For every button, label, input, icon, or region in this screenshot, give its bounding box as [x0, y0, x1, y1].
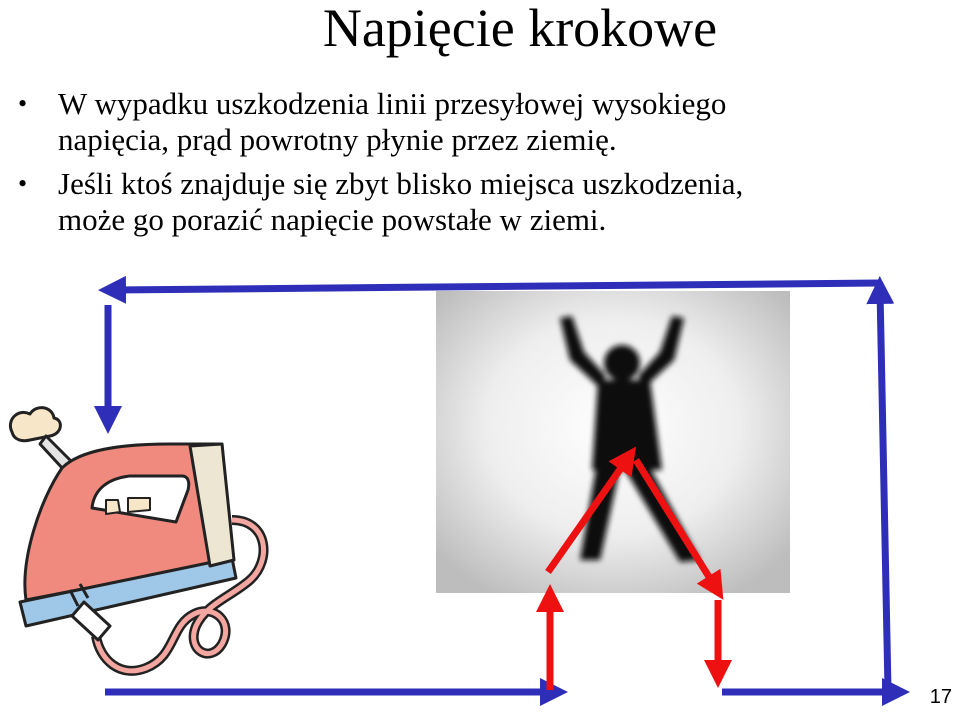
- slide-title: Napięcie krokowe: [322, 0, 718, 58]
- iron-icon: [10, 408, 263, 671]
- bullet-line: może go porazić napięcie powstałe w ziemi.: [58, 202, 607, 237]
- person-photo: [436, 291, 790, 593]
- page-number: 17: [929, 686, 952, 708]
- bullet-dot: •: [18, 169, 28, 198]
- bullet-line: W wypadku uszkodzenia linii przesyłowej wysokiego: [58, 86, 727, 121]
- top-arrow: [112, 283, 880, 290]
- bullet-line: Jeśli ktoś znajduje się zbyt blisko miejsca uszkodzenia,: [58, 166, 744, 201]
- bullet-dot: •: [18, 89, 28, 118]
- right-vertical-arrow: [880, 290, 888, 690]
- bullet-line: napięcia, prąd powrotny płynie przez ziemię.: [58, 122, 617, 157]
